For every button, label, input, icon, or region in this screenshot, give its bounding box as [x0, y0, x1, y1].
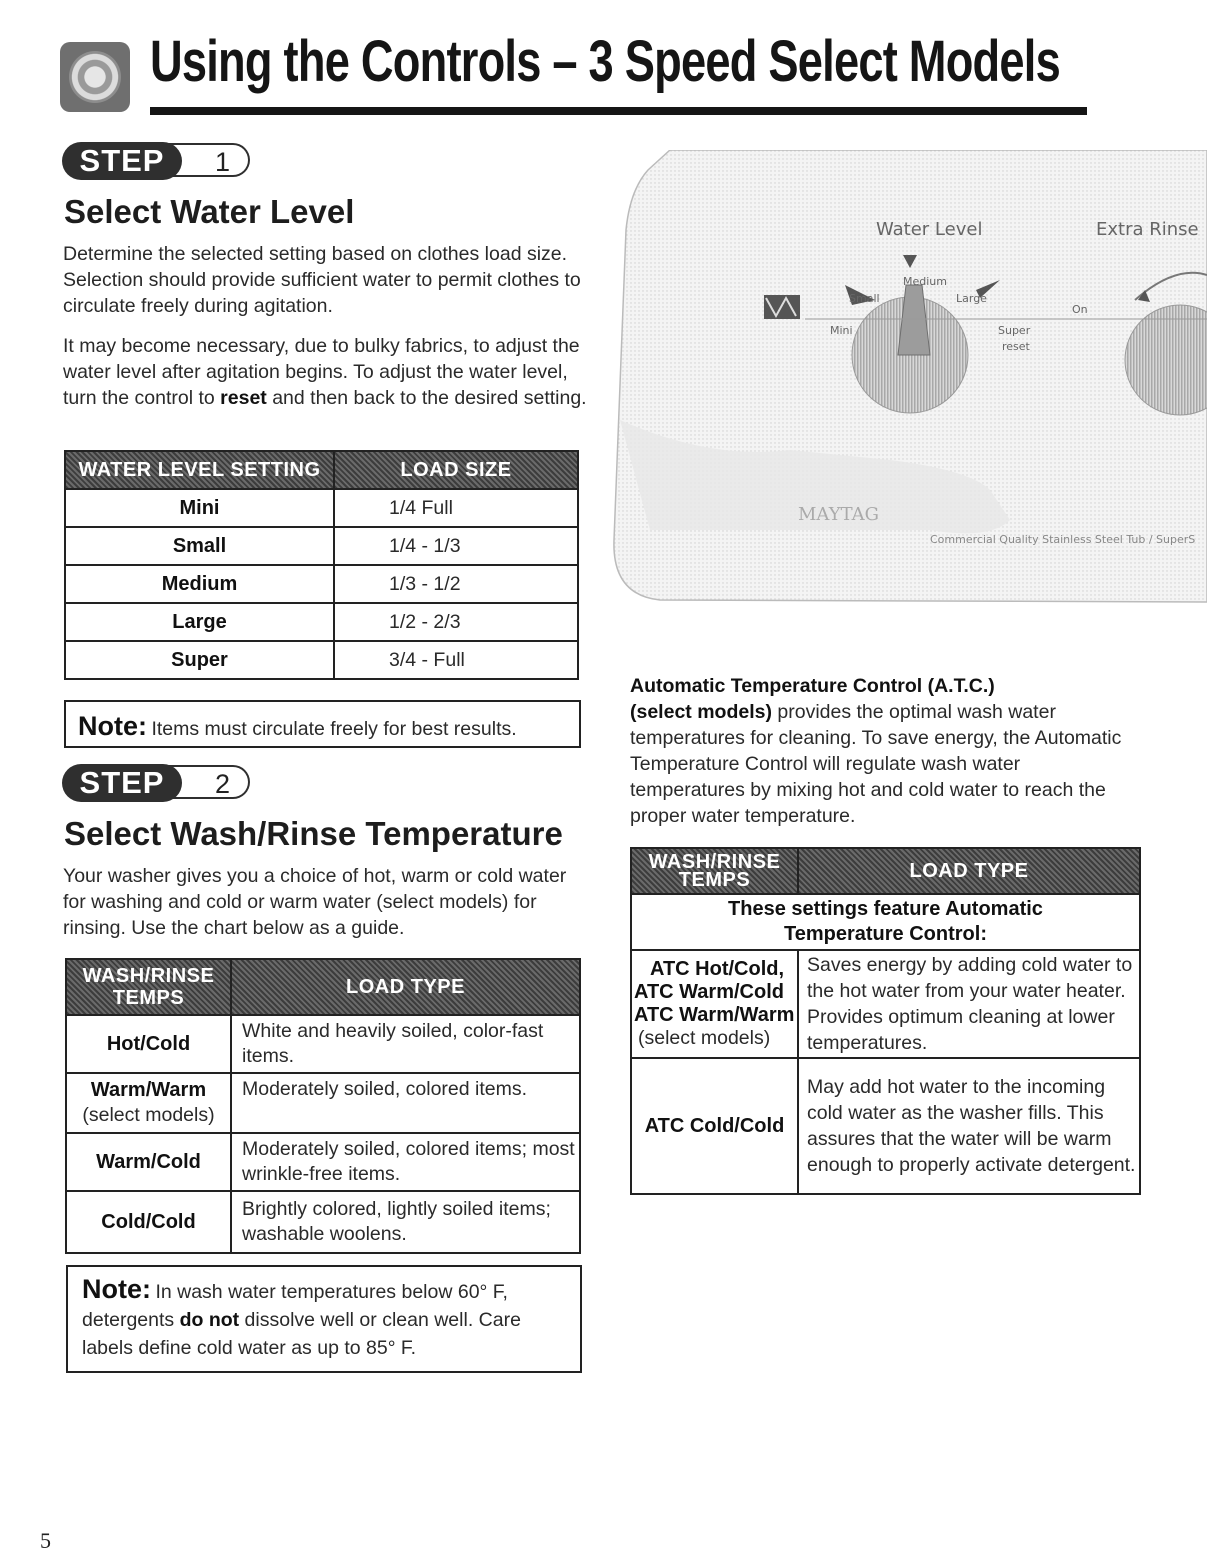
setting-cell: Medium — [65, 565, 334, 603]
col-header: WASH/RINSE TEMPS — [66, 959, 231, 1015]
temp-cell: ATC Hot/Cold, ATC Warm/Cold ATC Warm/Warm (select models) — [631, 950, 798, 1058]
col-header: LOAD SIZE — [334, 451, 578, 489]
table-row — [65, 641, 578, 679]
load-cell: Saves energy by adding cold water to the hot water from your water heater. Provides optimum cleaning at lower temperatures. — [798, 950, 1140, 1058]
title-rule — [150, 107, 1087, 115]
dial-icon — [60, 42, 130, 112]
load-cell: 1/4 Full — [334, 489, 578, 527]
knob-label-reset: reset — [1002, 340, 1030, 353]
load-cell: 1/2 - 2/3 — [334, 603, 578, 641]
temp-cell: Cold/Cold — [66, 1191, 231, 1253]
step-label: STEP — [62, 142, 182, 180]
temp-cell: Warm/Warm (select models) — [66, 1073, 231, 1133]
extra-rinse-on: On — [1072, 303, 1088, 316]
table-row — [66, 1073, 580, 1133]
col-header: LOAD TYPE — [231, 959, 580, 1015]
setting-cell: Large — [65, 603, 334, 641]
knob-label-large: Large — [956, 292, 987, 305]
note-box — [64, 700, 581, 748]
load-cell: Moderately soiled, colored items; most wrinkle-free items. — [231, 1133, 580, 1191]
table-row — [631, 950, 1140, 1058]
section-heading: Select Water Level — [64, 193, 355, 230]
section-heading: Select Wash/Rinse Temperature — [64, 815, 563, 852]
note-text: Items must circulate freely for best results. — [151, 718, 517, 740]
note-label: Note: — [78, 711, 147, 741]
col-header: WASH/RINSE TEMPS — [631, 848, 798, 894]
temperature-table — [65, 958, 581, 1254]
note-label: Note: — [82, 1274, 151, 1304]
table-row — [66, 1015, 580, 1073]
table-row — [65, 603, 578, 641]
temp-cell: Warm/Cold — [66, 1133, 231, 1191]
table-row — [65, 489, 578, 527]
setting-cell: Mini — [65, 489, 334, 527]
brand-name: MAYTAG — [798, 504, 879, 525]
temp-cell: Hot/Cold — [66, 1015, 231, 1073]
temperature-intro: Your washer gives you a choice of hot, warm or cold water for washing and cold or warm water (select models) for rinsing. Use the chart below as a guide. — [63, 865, 567, 939]
col-header: LOAD TYPE — [798, 848, 1140, 894]
knob-label-medium: Medium — [903, 275, 947, 288]
note-box — [66, 1265, 582, 1373]
load-cell: Moderately soiled, colored items. — [231, 1073, 580, 1133]
knob-label-super: Super — [998, 324, 1031, 337]
load-cell: 1/3 - 1/2 — [334, 565, 578, 603]
atc-table — [630, 847, 1141, 1195]
page-number: 5 — [40, 1528, 51, 1553]
setting-cell: Super — [65, 641, 334, 679]
load-cell: 3/4 - Full — [334, 641, 578, 679]
table-row — [66, 1191, 580, 1253]
temp-cell: ATC Cold/Cold — [631, 1058, 798, 1194]
water-level-intro: Determine the selected setting based on clothes load size. Selection should provide sufficient water to permit clothes to circulate freely during agitation. — [63, 243, 581, 317]
table-row — [66, 1133, 580, 1191]
water-level-label: Water Level — [876, 219, 983, 240]
step-number: 1 — [160, 143, 250, 177]
load-cell: White and heavily soiled, color-fast items. — [231, 1015, 580, 1073]
page-title: Using the Controls – 3 Speed Select Models — [150, 29, 1060, 94]
step-label: STEP — [62, 764, 182, 802]
water-level-table — [64, 450, 579, 680]
knob-label-mini: Mini — [830, 324, 853, 337]
note-text: In wash water temperatures below 60° F, detergents do not dissolve well or clean well. Care labels define cold water as up to 85° F. — [82, 1281, 521, 1359]
col-header: WATER LEVEL SETTING — [65, 451, 334, 489]
atc-description: Automatic Temperature Control (A.T.C.) (select models) provides the optimal wash water temperatures for cleaning. To save energy, the Automatic Temperature Control will regulate wash water temperatures by mixing hot and cold water to reach the proper water temperature. — [630, 675, 1122, 827]
atc-banner: These settings feature Automatic Temperature Control: — [631, 894, 1140, 950]
water-level-reset-text: It may become necessary, due to bulky fabrics, to adjust the water level after agitation begins. To adjust the water level, turn the control to reset and then back to the desired setting. — [63, 335, 587, 409]
knob-label-small: Small — [849, 292, 880, 305]
load-cell: 1/4 - 1/3 — [334, 527, 578, 565]
control-panel-illustration — [590, 150, 1207, 610]
load-cell: Brightly colored, lightly soiled items; washable woolens. — [231, 1191, 580, 1253]
step-number: 2 — [160, 765, 250, 799]
extra-rinse-label: Extra Rinse — [1096, 219, 1199, 240]
table-row — [65, 527, 578, 565]
table-row — [631, 1058, 1140, 1194]
table-row — [65, 565, 578, 603]
load-cell: May add hot water to the incoming cold water as the washer fills. This assures that the water will be warm enough to properly activate detergent. — [798, 1058, 1140, 1194]
setting-cell: Small — [65, 527, 334, 565]
panel-tagline: Commercial Quality Stainless Steel Tub / SuperS — [930, 533, 1196, 546]
